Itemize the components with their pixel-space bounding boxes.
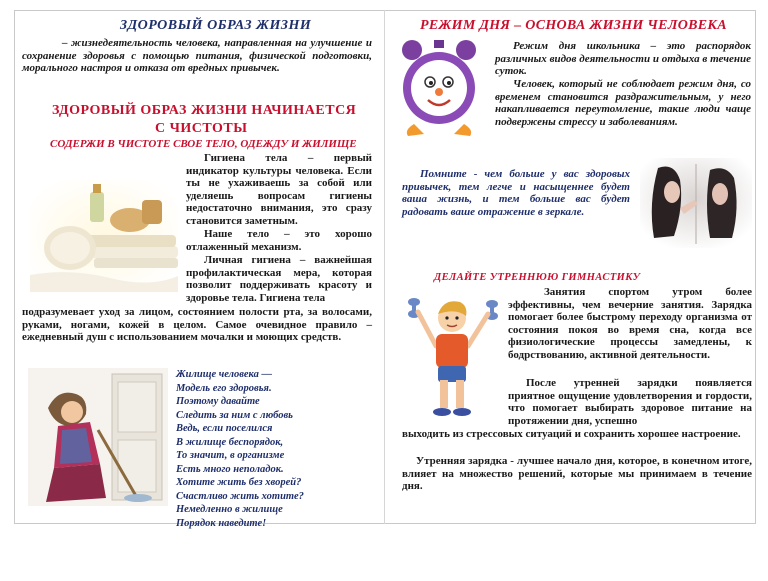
daily-regime-title: РЕЖИМ ДНЯ – ОСНОВА ЖИЗНИ ЧЕЛОВЕКА (420, 18, 727, 33)
bath-items-image (30, 180, 178, 292)
mirror-reflection-image (640, 158, 752, 248)
healthy-lifestyle-title: ЗДОРОВЫЙ ОБРАЗ ЖИЗНИ (120, 18, 312, 33)
housing-poem (176, 368, 366, 530)
poem-line: В жилище беспорядок, (176, 436, 284, 448)
cleaning-woman-image (28, 368, 168, 506)
poem-line: Хотите жить без хворей? (176, 477, 302, 488)
poem-line: Счастливо жить хотите? (176, 490, 304, 502)
poem-line: Поэтому давайте (176, 396, 260, 407)
cleanliness-title-line2: С ЧИСТОТЫ (155, 121, 248, 136)
column-divider (384, 10, 385, 524)
hygiene-paragraph-3: Личная гигиена – важнейшая профилактическая мера, которая позволит поддерживать красоту и здоровье тела. Гигиена тела (186, 254, 372, 304)
poem-line: Жилище человека — (176, 369, 272, 380)
exercising-boy-image (400, 290, 504, 422)
exercise-paragraph-2: После утренней зарядки появляется приятное ощущение удовлетворения и гордости, что помогает выбирать здоровое питание на протяжении дня, успешно (508, 377, 752, 427)
poem-line: То значит, в организме (176, 450, 285, 461)
hygiene-paragraph-1: Гигиена тела – первый индикатор культуры человека. Если ты не ухаживаешь за собой или уделяешь вопросам гигиены недостаточно внимания, это сразу становится заметным. (186, 152, 372, 227)
exercise-paragraph-1: Занятия спортом утром более эффективны, чем вечерние занятия. Зарядка помогает более быстрому переходу организма от состояния покоя во время сна, когда все физиологические процессы замедлены, к бодрствованию, активной деятельности. (508, 286, 752, 361)
poem-line: Следить за ним с любовь (176, 409, 293, 421)
exercise-paragraph-3: Утренняя зарядка - лучшее начало дня, которое, в конечном итоге, влияет на множество решений, которые мы принимаем в течение дня. (402, 455, 752, 493)
hygiene-paragraph-2: Наше тело – это хорошо отлаженный механизм. (186, 228, 372, 253)
hygiene-paragraph-3-continued: подразумевает уход за лицом, состоянием полости рта, за волосами, руками, ногами, кожей в целом. Самое очевидное правило – ежедневный душ с использованием мочалки и моющих средств. (22, 306, 372, 344)
poem-line: Есть много неполадок. (176, 463, 284, 475)
healthy-lifestyle-definition: – жизнедеятельность человека, направленная на улучшение и сохранение здоровья с помощью питания, физической подготовки, морального настроя и отказа от вредных привычек. (22, 37, 372, 75)
remember-note: Помните - чем больше у вас здоровых привычек, тем легче и насыщеннее будет ваша жизнь, и тем больше вас будет радовать ваше отражение в зеркале. (402, 168, 630, 218)
poem-line: Немедленно в жилище (176, 504, 283, 515)
exercise-paragraph-2-continued: выходить из стрессовых ситуаций и сохранить хорошее настроение. (402, 428, 741, 440)
poem-line: Порядок наведите! (176, 517, 267, 529)
regime-paragraph-1: Режим дня школьника – это распорядок различных видов деятельности и отдыха в течение суток. (495, 40, 751, 78)
poem-line: Модель его здоровья. (176, 382, 272, 394)
alarm-clock-image (398, 38, 480, 138)
poem-line: Ведь, если поселился (176, 423, 273, 434)
morning-exercise-title: ДЕЛАЙТЕ УТРЕННЮЮ ГИМНАСТИКУ (434, 272, 641, 283)
cleanliness-title-line1: ЗДОРОВЫЙ ОБРАЗ ЖИЗНИ НАЧИНАЕТСЯ (52, 103, 357, 118)
regime-paragraph-2: Человек, который не соблюдает режим дня, со временем становится раздражительным, у него накапливается переутомление, такие люди чаще подвержены стрессу и заболеваниям. (495, 78, 751, 128)
cleanliness-subtitle: СОДЕРЖИ В ЧИСТОТЕ СВОЕ ТЕЛО, ОДЕЖДУ И ЖИЛИЩЕ (50, 138, 357, 150)
